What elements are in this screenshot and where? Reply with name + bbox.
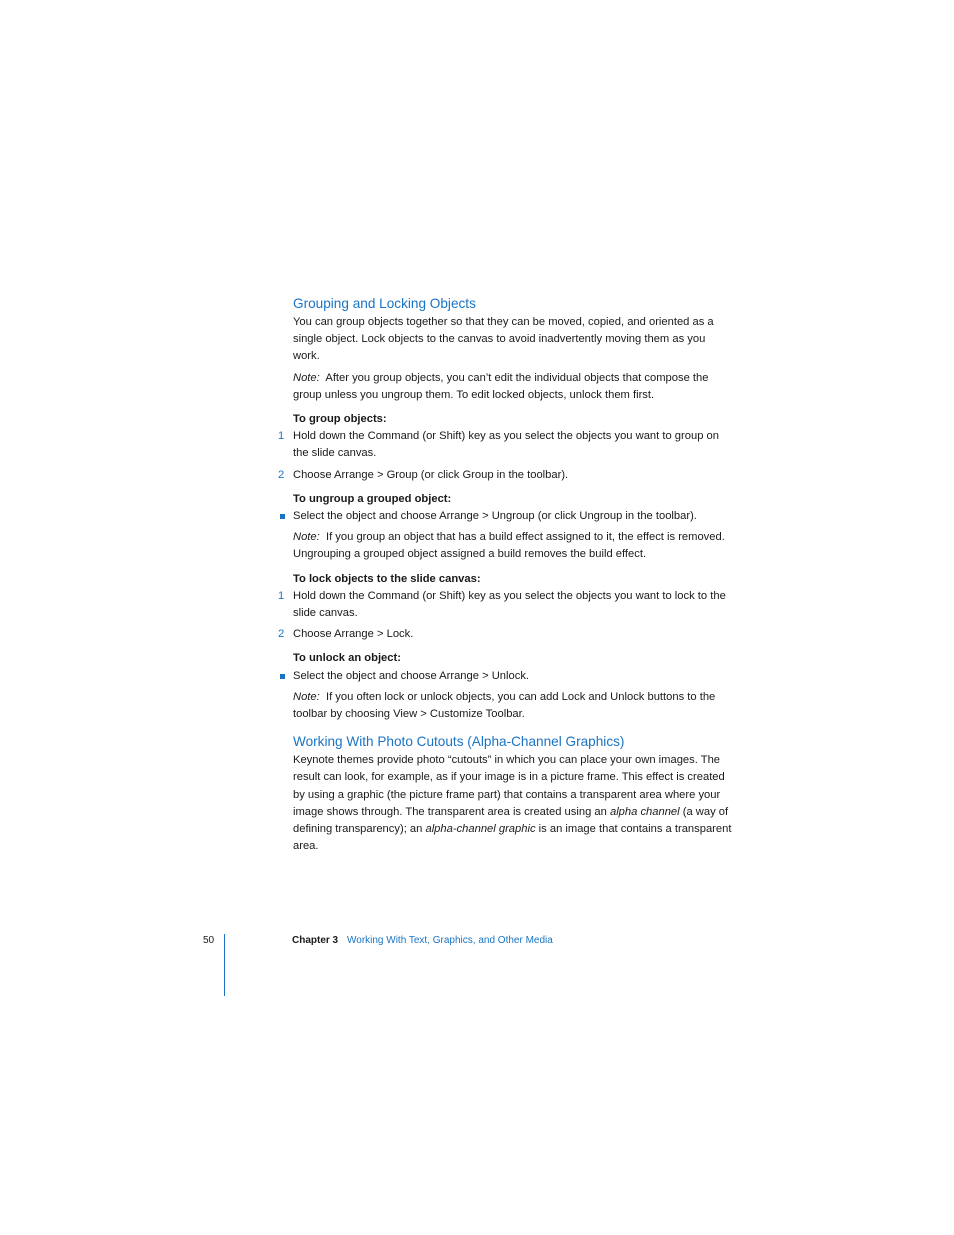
note-label: Note: xyxy=(293,531,320,544)
step-text: Choose Arrange > Lock. xyxy=(293,628,414,641)
list-item xyxy=(278,588,733,622)
bullet-text: Select the object and choose Arrange > Ungroup (or click Ungroup in the toolbar). xyxy=(293,510,697,523)
text-run: (a way of defining transparency); an xyxy=(293,805,729,836)
section-heading-grouping: Grouping and Locking Objects xyxy=(293,296,476,311)
footer-chapter: Chapter 3 xyxy=(292,935,339,946)
footer-chapter-title: Working With Text, Graphics, and Other Media xyxy=(347,935,553,946)
square-bullet-icon xyxy=(280,514,285,519)
section-heading-photo-cutouts: Working With Photo Cutouts (Alpha-Channel Graphics) xyxy=(293,734,625,750)
step-number: 1 xyxy=(278,430,285,443)
cutouts-paragraph xyxy=(293,752,733,855)
list-item xyxy=(293,508,733,525)
text-run: Keynote themes provide photo “cutouts” in which you can place your own images. The result can look, for example, as if your image is in a picture frame. This effect is created by using a graphic (the picture frame part) that contains a transparent area where your image shows through. The transparent area is created using an xyxy=(293,754,725,818)
intro-paragraph: You can group objects together so that they can be moved, copied, and oriented as a single object. Lock objects to the canvas to avoid inadvertently moving them as you work. xyxy=(293,316,714,363)
page-number: 50 xyxy=(203,935,215,946)
task-label-lock: To lock objects to the slide canvas: xyxy=(293,572,481,585)
note-text: If you group an object that has a build effect assigned to it, the effect is removed. Ungrouping a grouped object assigned a build removes the build effect. xyxy=(293,531,725,561)
step-number: 2 xyxy=(278,628,285,641)
note-text: After you group objects, you can’t edit the individual objects that compose the group unless you ungroup them. To edit locked objects, unlock them first. xyxy=(293,371,709,401)
bullet-text: Select the object and choose Arrange > Unlock. xyxy=(293,669,530,682)
list-item xyxy=(293,668,733,685)
page-content xyxy=(278,294,733,855)
note-build xyxy=(293,529,733,563)
term-alpha-channel-graphic: alpha-channel graphic xyxy=(425,823,536,836)
step-text: Choose Arrange > Group (or click Group in the toolbar). xyxy=(293,468,569,481)
note-label: Note: xyxy=(293,371,320,384)
step-number: 1 xyxy=(278,589,285,602)
task-label-unlock: To unlock an object: xyxy=(293,652,401,665)
note-text: If you often lock or unlock objects, you can add Lock and Unlock buttons to the toolbar by choosing View > Customize Toolbar. xyxy=(293,690,716,721)
note-label: Note: xyxy=(293,690,320,703)
step-text: Hold down the Command (or Shift) key as you select the objects you want to lock to the slide canvas. xyxy=(293,589,726,620)
square-bullet-icon xyxy=(280,674,285,679)
term-alpha-channel: alpha channel xyxy=(609,805,680,818)
task-label-ungroup: To ungroup a grouped object: xyxy=(293,492,452,505)
list-item xyxy=(278,467,733,484)
list-item xyxy=(278,428,733,462)
footer-divider xyxy=(224,934,225,996)
note-toolbar xyxy=(293,689,733,723)
text-run: is an image that contains a transparent area. xyxy=(293,823,732,853)
list-item xyxy=(278,626,733,643)
task-label-group: To group objects: xyxy=(293,413,387,426)
step-text: Hold down the Command (or Shift) key as you select the objects you want to group on the slide canvas. xyxy=(293,430,719,460)
note-grouping xyxy=(293,370,733,404)
step-number: 2 xyxy=(278,468,285,481)
